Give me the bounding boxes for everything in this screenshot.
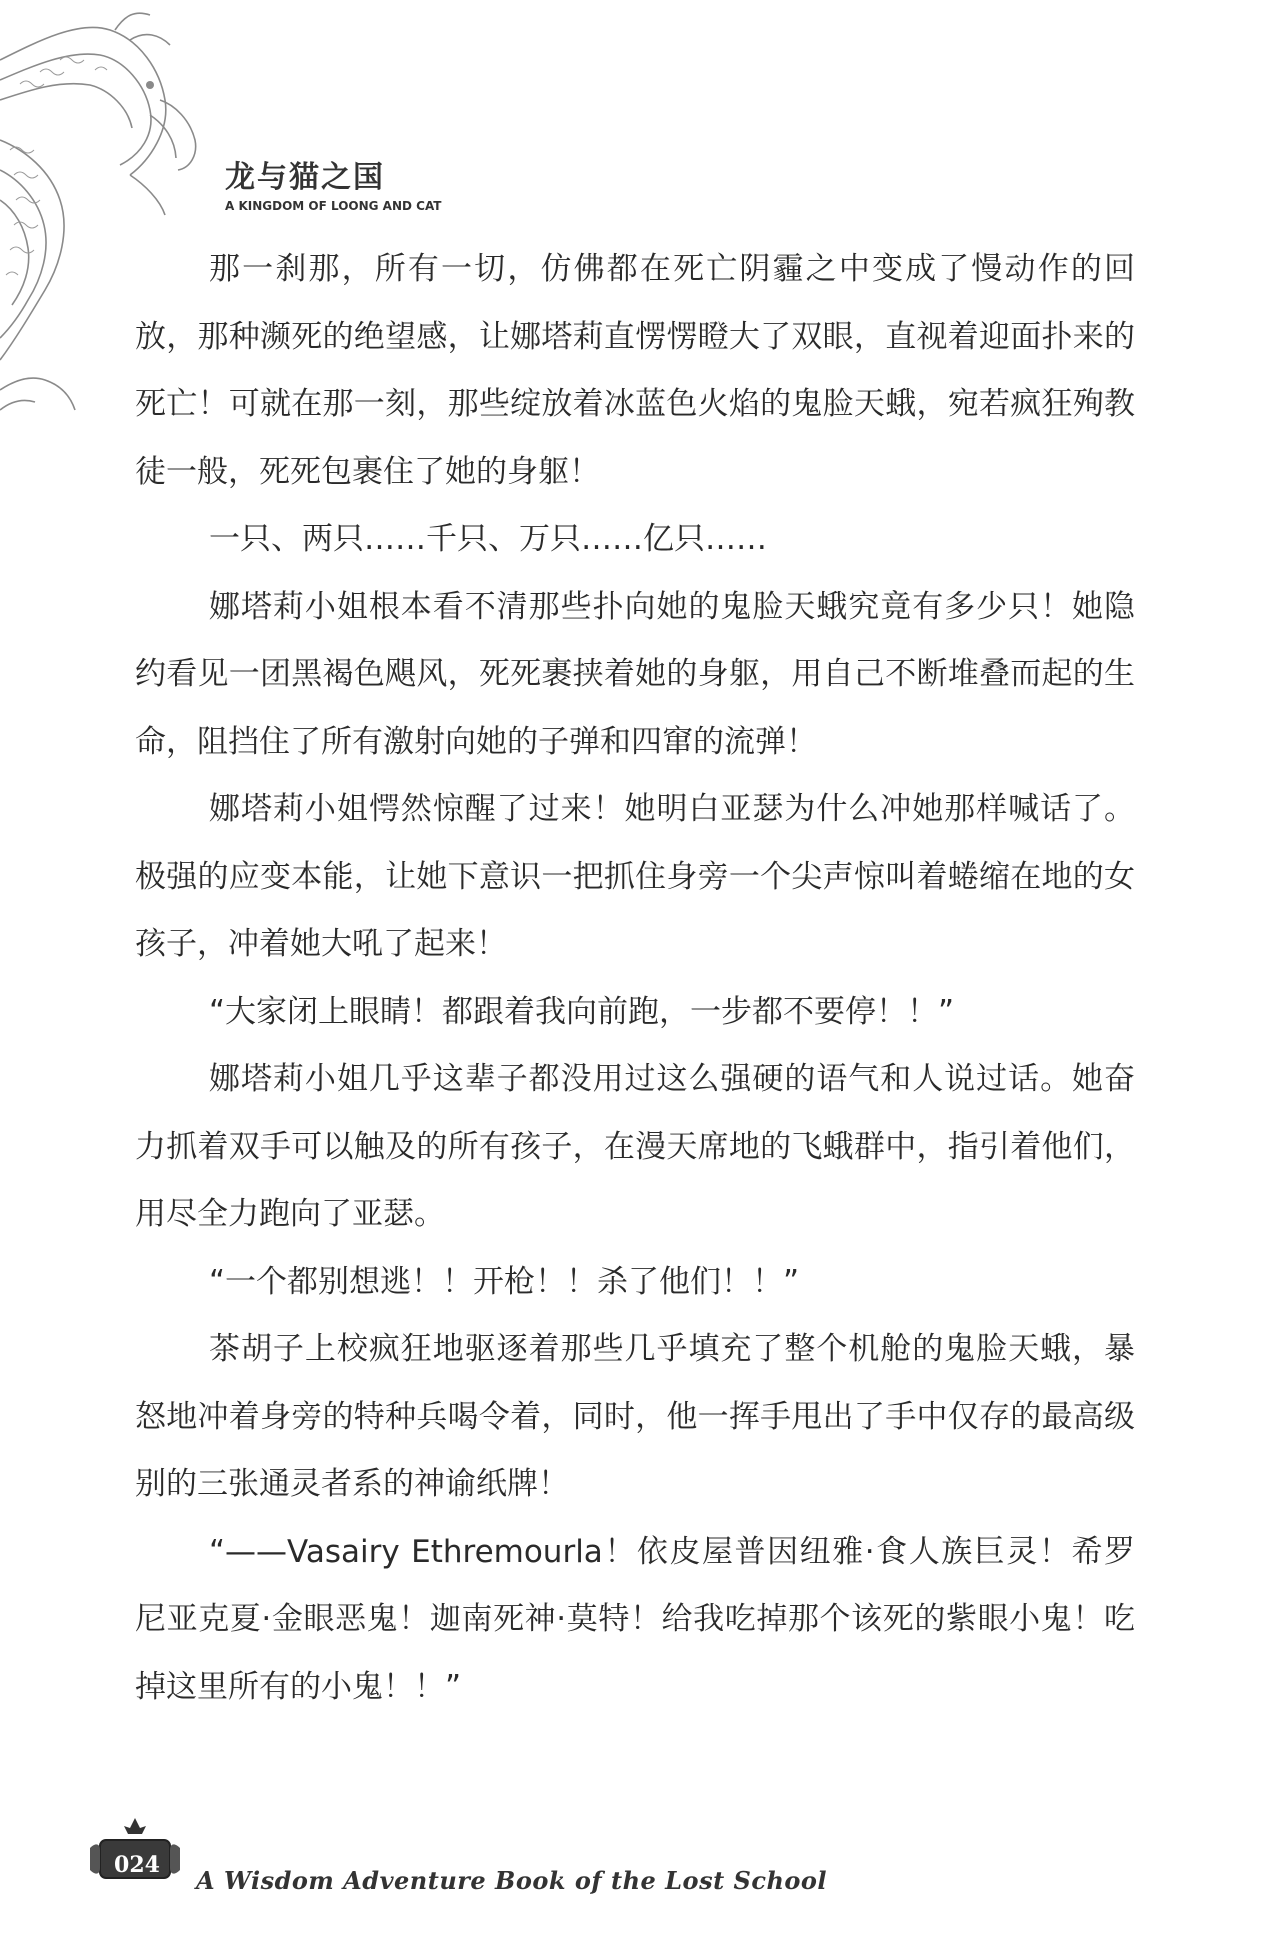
book-footer-title: A Wisdom Adventure Book of the Lost School [196,1866,828,1895]
paragraph: 那一刹那，所有一切，仿佛都在死亡阴霾之中变成了慢动作的回放，那种濒死的绝望感，让娜塔莉直愣愣瞪大了双眼，直视着迎面扑来的死亡！可就在那一刻，那些绽放着冰蓝色火焰的鬼脸天蛾，宛若疯狂殉教徒一般，死死包裹住了她的身躯！ [135,251,1135,490]
book-series-title: 龙与猫之国 [225,160,385,195]
page-number: 024 [114,1852,160,1878]
page-body [135,236,1135,1721]
book-series-subtitle: A KINGDOM OF LOONG AND CAT [225,199,442,213]
page-footer [78,1800,1218,1910]
dialogue-line: “一个都别想逃！！开枪！！杀了他们！！” [209,1263,800,1300]
dialogue-line: “大家闭上眼睛！都跟着我向前跑，一步都不要停！！” [209,993,955,1030]
running-header [225,160,442,214]
paragraph: 一只、两只……千只、万只……亿只…… [209,521,767,557]
paragraph: 茶胡子上校疯狂地驱逐着那些几乎填充了整个机舱的鬼脸天蛾，暴怒地冲着身旁的特种兵喝令着，同时，他一挥手甩出了手中仅存的最高级别的三张通灵者系的神谕纸牌！ [135,1331,1135,1502]
paragraph: 娜塔莉小姐根本看不清那些扑向她的鬼脸天蛾究竟有多少只！她隐约看见一团黑褐色飓风，死死裹挟着她的身躯，用自己不断堆叠而起的生命，阻挡住了所有激射向她的子弹和四窜的流弹！ [135,588,1135,760]
dialogue-line: “——Vasairy Ethremourla！依皮屋普因纽雅·食人族巨灵！希罗尼亚克夏·金眼恶鬼！迦南死神·莫特！给我吃掉那个该死的紫眼小鬼！吃掉这里所有的小鬼！！” [135,1533,1135,1705]
paragraph: 娜塔莉小姐几乎这辈子都没用过这么强硬的语气和人说过话。她奋力抓着双手可以触及的所有孩子，在漫天席地的飞蛾群中，指引着他们，用尽全力跑向了亚瑟。 [135,1061,1135,1232]
paragraph: 娜塔莉小姐愕然惊醒了过来！她明白亚瑟为什么冲她那样喊话了。极强的应变本能，让她下意识一把抓住身旁一个尖声惊叫着蜷缩在地的女孩子，冲着她大吼了起来！ [135,791,1135,962]
